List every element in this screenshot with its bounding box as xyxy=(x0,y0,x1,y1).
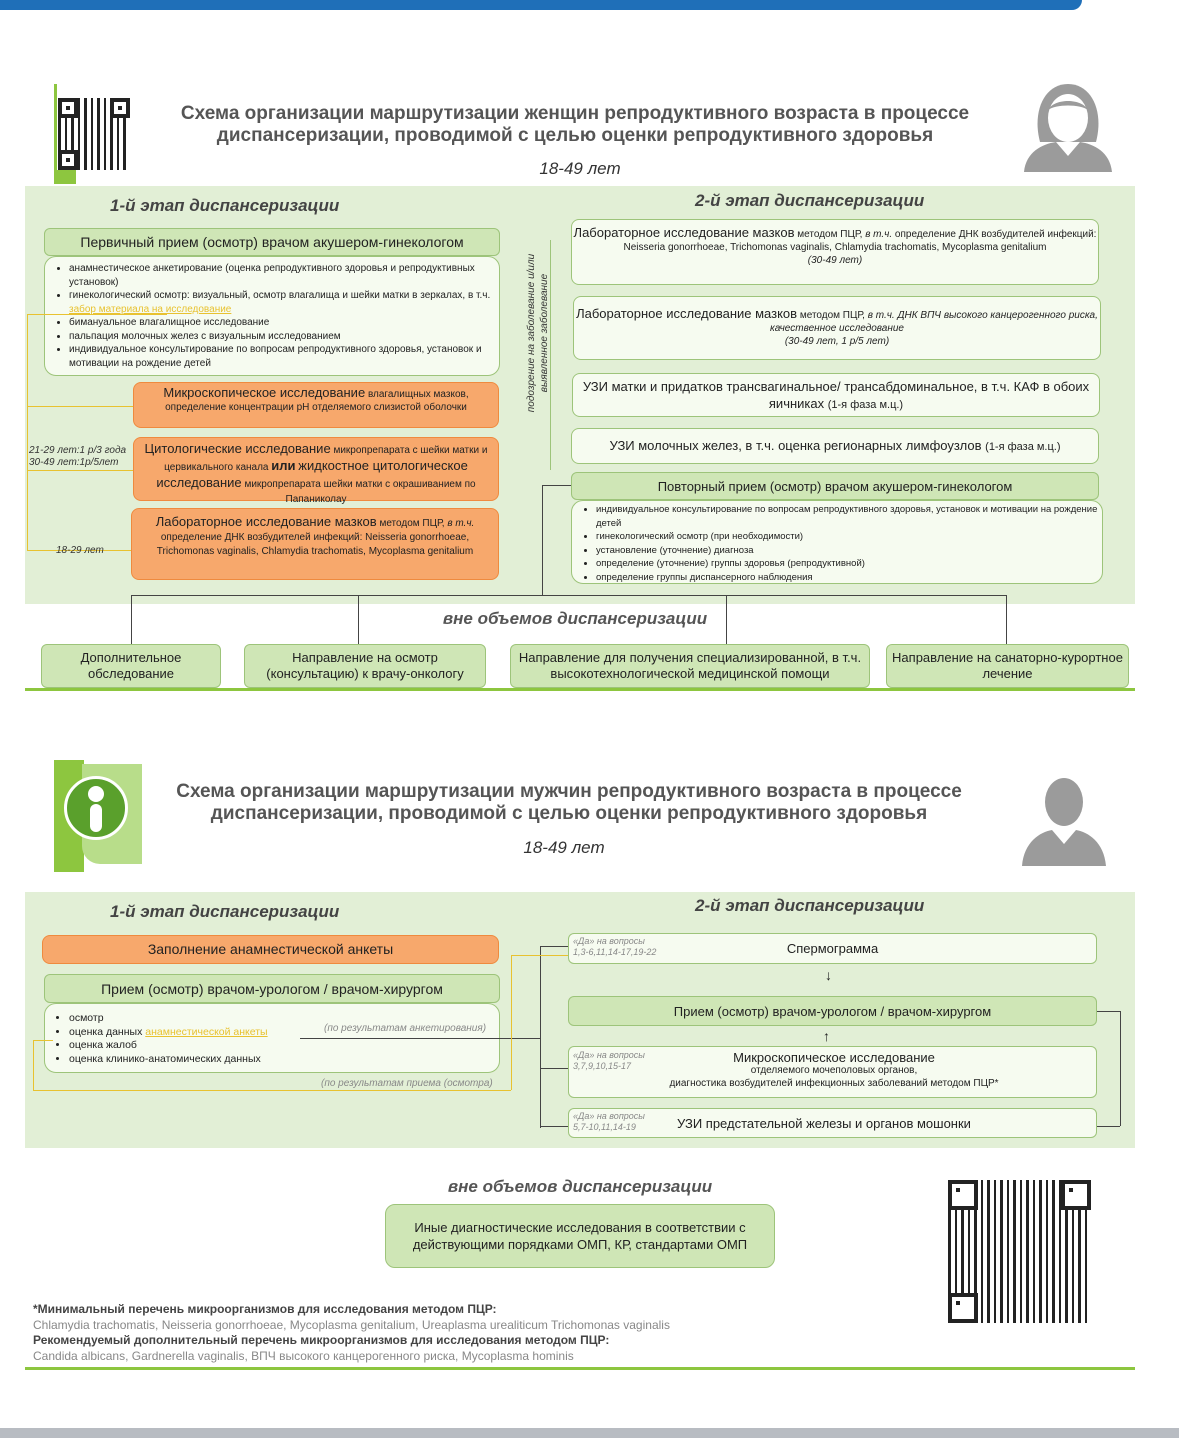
footnote: *Минимальный перечень микроорганизмов для исследования методом ПЦР: Chlamydia trachomatis, Neisseria gonorrhoeae, Mycoplasma genitalium, Ureaplasma urealiticum Trichomonas vaginalis Рекомендуемый дополнительный перечень микроорганизмов для исследования методом ПЦР: Candida albicans, Gardnerella vaginalis, ВПЧ высокого канцерогенного риска, Mycoplasma hominis xyxy=(33,1302,670,1363)
list-item: • анамнестическое анкетирование (оценка репродуктивного здоровья и репродуктивных установок) xyxy=(69,262,499,289)
men-ultrasound-box: «Да» на вопросы 5,7-10,11,14-19 УЗИ предстательной железы и органов мошонки xyxy=(568,1108,1097,1138)
connector-line xyxy=(131,595,132,645)
list-item: • оценка жалоб xyxy=(69,1039,499,1053)
connector-line xyxy=(540,946,568,947)
divider xyxy=(25,688,1135,691)
arrow-up-icon: ↑ xyxy=(823,1028,830,1044)
men-stage2-title: 2-й этап диспансеризации xyxy=(695,896,925,915)
connector-line xyxy=(540,1126,568,1127)
women-age: 18-49 лет xyxy=(539,159,621,178)
women-stage1-title: 1-й этап диспансеризации xyxy=(110,196,340,215)
women-primary-items-box xyxy=(44,256,500,376)
connector-line xyxy=(27,314,167,315)
connector-line xyxy=(540,946,541,1128)
connector-line xyxy=(27,406,133,407)
questionnaire-highlight: анамнестической анкеты xyxy=(145,1025,268,1038)
men-title: Схема организации маршрутизации мужчин репродуктивного возраста в процессе диспансеризации, проводимой с целью оценки репродуктивного здоровья xyxy=(176,781,962,824)
sanatorium-referral-box: Направление на санаторно-курортное лечение xyxy=(886,644,1129,688)
women-outside-title: вне объемов диспансеризации xyxy=(442,609,708,628)
bottom-bar xyxy=(0,1428,1179,1438)
connector-line xyxy=(1097,1126,1120,1127)
divider xyxy=(25,1367,1135,1370)
frequency-note: 21-29 лет:1 р/3 года 30-49 лет:1р/5лет xyxy=(29,445,127,468)
women-microscopy-box: Микроскопическое исследование влагалищных мазков, определение концентрации pH отделяемого слизистой оболочки xyxy=(133,382,499,428)
connector-line xyxy=(511,955,568,956)
arrow-down-icon: ↓ xyxy=(825,967,832,983)
connector-line xyxy=(27,314,28,550)
frequency-note-18-29: 18-29 лет xyxy=(56,545,104,556)
suspicion-label: подозрение на заболевание и/или выявленное заболевание xyxy=(526,253,550,413)
women-stage2-title: 2-й этап диспансеризации xyxy=(695,191,925,210)
list-item: • индивидуальное консультирование по вопросам репродуктивного здоровья, установок и мотивации на рождение детей xyxy=(69,343,499,370)
list-item: • гинекологический осмотр: визуальный, осмотр влагалища и шейки матки в зеркалах, в т.ч. забор материала на исследование xyxy=(69,289,499,316)
additional-exam-box: Дополнительное обследование xyxy=(41,644,221,688)
men-urologist-box: Прием (осмотр) врачом-урологом / врачом-хирургом xyxy=(44,974,500,1003)
oncologist-referral-box: Направление на осмотр (консультацию) к врачу-онкологу xyxy=(244,644,486,688)
specialized-care-referral-box: Направление для получения специализированной, в т.ч. высокотехнологической медицинской помощи xyxy=(510,644,870,688)
connector-line xyxy=(1120,1011,1121,1126)
qr-code-icon xyxy=(948,1180,1091,1323)
women-repeat-items-box xyxy=(571,500,1103,584)
men-microscopy-box: «Да» на вопросы 3,7,9,10,15-17 Микроскопическое исследование отделяемого мочеполовых органов, диагностика возбудителей инфекционных заболеваний методом ПЦР* xyxy=(568,1046,1097,1098)
connector-line xyxy=(1097,1011,1120,1012)
men-questionnaire-box: Заполнение анамнестической анкеты xyxy=(42,935,499,964)
men-outside-title: вне объемов диспансеризации xyxy=(447,1177,713,1196)
connector-line xyxy=(1006,595,1007,645)
connector-line xyxy=(542,485,571,486)
top-bar xyxy=(0,0,1082,10)
list-item: • индивидуальное консультирование по вопросам репродуктивного здоровья, установок и мотивации на рождение детей xyxy=(596,503,1102,530)
connector-line xyxy=(300,1038,540,1039)
list-item: • пальпация молочных желез с визуальным исследованием xyxy=(69,330,499,344)
connector-line xyxy=(358,595,359,645)
men-urologist-repeat-box: Прием (осмотр) врачом-урологом / врачом-хирургом xyxy=(568,996,1097,1026)
connector-line xyxy=(511,955,512,1090)
connector-line xyxy=(27,470,133,471)
list-item: • оценка клинико-анатомических данных xyxy=(69,1053,499,1067)
qr-code-icon xyxy=(54,84,140,184)
list-item: • определение группы диспансерного наблюдения xyxy=(596,571,1102,585)
women-s2-lab1-box: Лабораторное исследование мазков методом ПЦР, в т.ч. определение ДНК возбудителей инфекций: Neisseria gonorrhoeae, Trichomonas vaginalis, Chlamydia trachomatis, Mycoplasma genitalium (30-49 лет) xyxy=(571,219,1099,285)
men-age: 18-49 лет xyxy=(523,838,605,857)
women-primary-visit-box: Первичный прием (осмотр) врачом акушером-гинекологом xyxy=(44,228,500,256)
women-pcr-box: Лабораторное исследование мазков методом ПЦР, в т.ч. определение ДНК возбудителей инфекций: Neisseria gonorrhoeae, Trichomonas vaginalis, Chlamydia trachomatis, Mycoplasma genitalium xyxy=(131,508,499,580)
man-avatar-icon xyxy=(1022,776,1106,866)
women-s2-lab2-box: Лабораторное исследование мазков методом ПЦР, в т.ч. ДНК ВПЧ высокого канцерогенного риска, качественное исследование (30-49 лет, 1 р/5 лет) xyxy=(573,296,1101,360)
list-item: • гинекологический осмотр (при необходимости) xyxy=(596,530,1102,544)
connector-line xyxy=(726,595,727,645)
spermogram-label: Спермограмма xyxy=(786,941,879,956)
women-s2-ultrasound2-box: УЗИ молочных желез, в т.ч. оценка регионарных лимфоузлов (1-я фаза м.ц.) xyxy=(571,428,1099,464)
women-title: Схема организации маршрутизации женщин репродуктивного возраста в процессе диспансеризации, проводимой с целью оценки репродуктивного здоровья xyxy=(180,103,970,146)
women-s2-ultrasound1-box: УЗИ матки и придатков трансвагинальное/ трансабдоминальное, в т.ч. КАФ в обоих яичниках (1-я фаза м.ц.) xyxy=(572,373,1100,417)
women-cytology-box: Цитологические исследование микропрепарата с шейки матки и цервикального канала или жидкостное цитологическое исследование микропрепарата шейки матки с окрашиванием по Папаниколау xyxy=(133,437,499,501)
by-exam-note: (по результатам приема (осмотра) xyxy=(321,1078,493,1089)
men-stage1-title: 1-й этап диспансеризации xyxy=(110,902,340,921)
woman-avatar-icon xyxy=(1022,82,1114,172)
connector-line xyxy=(33,1040,53,1041)
bracket-line xyxy=(550,240,551,470)
connector-line xyxy=(33,1040,34,1090)
list-item: • определение (уточнение) группы здоровья (репродуктивной) xyxy=(596,557,1102,571)
ministry-logo-icon xyxy=(54,760,144,872)
connector-line xyxy=(33,1090,511,1091)
women-repeat-visit-box: Повторный прием (осмотр) врачом акушером-гинекологом xyxy=(571,472,1099,500)
connector-line xyxy=(540,1068,568,1069)
list-item: • установление (уточнение) диагноза xyxy=(596,544,1102,558)
sampling-highlight: забор материала на исследование xyxy=(69,303,232,315)
list-item: • осмотр xyxy=(69,1012,499,1026)
list-item: • бимануальное влагалищное исследование xyxy=(69,316,499,330)
other-diagnostics-box: Иные диагностические исследования в соответствии с действующими порядками ОМП, КР, стандартами ОМП xyxy=(385,1204,775,1268)
list-item: • оценка данных анамнестической анкеты xyxy=(69,1026,499,1040)
connector-line xyxy=(131,595,1007,596)
connector-line xyxy=(542,485,543,595)
by-questionnaire-note: (по результатам анкетирования) xyxy=(324,1023,487,1034)
spermogram-box: «Да» на вопросы 1,3-6,11,14-17,19-22 Спермограмма xyxy=(568,933,1097,964)
